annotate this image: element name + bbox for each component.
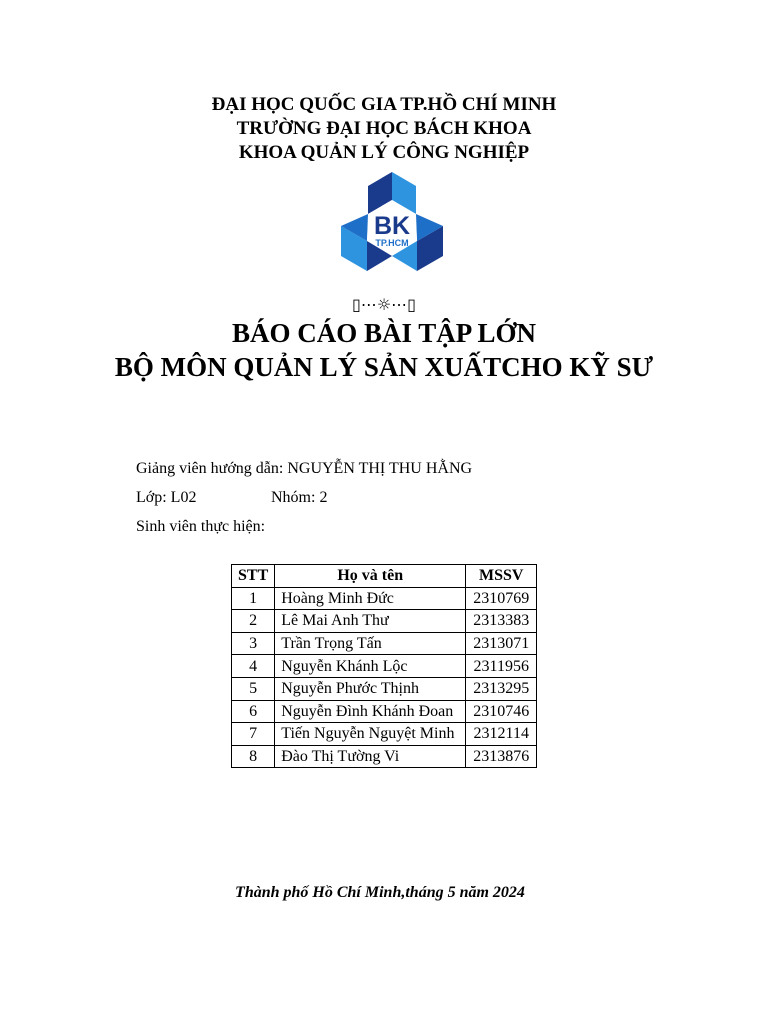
cell-mssv: 2313071 (466, 632, 537, 655)
cell-stt: 2 (232, 610, 275, 633)
table-header-row (232, 565, 537, 588)
table-row (232, 677, 537, 700)
place-date-line: Thành phố Hồ Chí Minh,tháng 5 năm 2024 (235, 884, 525, 901)
cell-name: Hoàng Minh Đức (275, 587, 466, 610)
cell-stt: 7 (232, 723, 275, 746)
cell-name: Tiến Nguyễn Nguyệt Minh (275, 723, 466, 746)
cell-mssv: 2310746 (466, 700, 537, 723)
group-label: Nhóm: 2 (271, 489, 328, 506)
header-line-school: TRƯỜNG ĐẠI HỌC BÁCH KHOA (236, 118, 532, 139)
header-stt: STT (232, 565, 275, 588)
cell-stt: 4 (232, 655, 275, 678)
table-row (232, 632, 537, 655)
cell-stt: 6 (232, 700, 275, 723)
cell-mssv: 2310769 (466, 587, 537, 610)
cell-stt: 1 (232, 587, 275, 610)
bk-logo (338, 170, 446, 282)
report-title-line2: BỘ MÔN QUẢN LÝ SẢN XUẤTCHO KỸ SƯ (114, 352, 654, 382)
cell-stt: 5 (232, 677, 275, 700)
cell-name: Nguyễn Khánh Lộc (275, 655, 466, 678)
title-ornament: ▯⋯☼⋯▯ (352, 295, 416, 314)
table-row (232, 723, 537, 746)
university-header (0, 93, 768, 165)
cell-mssv: 2313876 (466, 745, 537, 768)
member-table (231, 564, 537, 768)
cell-name: Lê Mai Anh Thư (275, 610, 466, 633)
cell-name: Trần Trọng Tấn (275, 632, 466, 655)
header-line-university: ĐẠI HỌC QUỐC GIA TP.HỒ CHÍ MINH (211, 94, 557, 115)
lecturer-line: Giảng viên hướng dẫn: NGUYỄN THỊ THU HẰNG (136, 460, 473, 477)
logo-main-text: BK (373, 212, 411, 240)
header-mssv: MSSV (466, 565, 537, 588)
table-row (232, 700, 537, 723)
cell-mssv: 2313295 (466, 677, 537, 700)
table-row (232, 745, 537, 768)
students-label: Sinh viên thực hiện: (136, 518, 266, 535)
cell-stt: 8 (232, 745, 275, 768)
cell-mssv: 2311956 (466, 655, 537, 678)
table-row (232, 587, 537, 610)
cell-mssv: 2313383 (466, 610, 537, 633)
class-group-line (136, 488, 328, 508)
cell-name: Đào Thị Tường Vi (275, 745, 466, 768)
cell-mssv: 2312114 (466, 723, 537, 746)
table-row (232, 610, 537, 633)
report-title (0, 316, 768, 384)
report-title-line1: BÁO CÁO BÀI TẬP LỚN (231, 318, 537, 348)
header-name: Họ và tên (275, 565, 466, 588)
logo-sub-text: TP.HCM (375, 238, 409, 248)
cell-name: Nguyễn Đình Khánh Đoan (275, 700, 466, 723)
cell-name: Nguyễn Phước Thịnh (275, 677, 466, 700)
class-label: Lớp: L02 (136, 489, 197, 506)
header-line-faculty: KHOA QUẢN LÝ CÔNG NGHIỆP (238, 142, 530, 163)
cell-stt: 3 (232, 632, 275, 655)
table-row (232, 655, 537, 678)
